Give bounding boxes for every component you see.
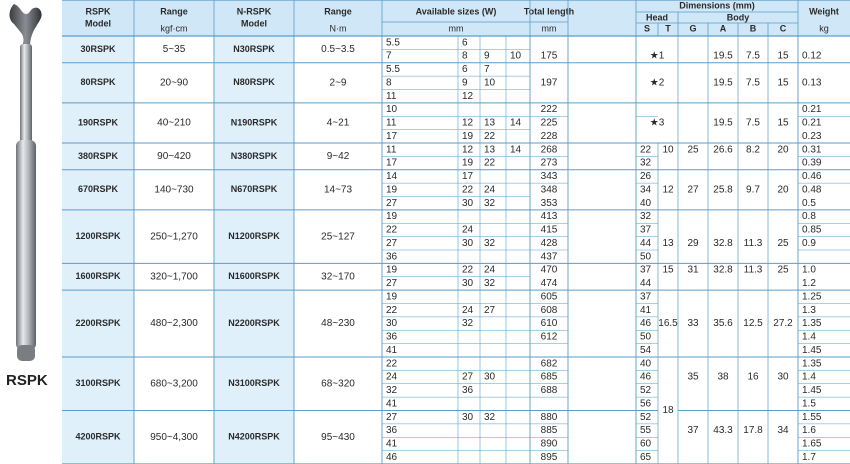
row-cell: 10 xyxy=(510,50,522,62)
row-cell: 0.31 xyxy=(802,144,822,156)
row-cell: 175 xyxy=(540,50,558,62)
row-cell: 1.35 xyxy=(802,318,822,330)
range-kgf-cell: 680~3,200 xyxy=(150,378,198,390)
row-cell: 0.23 xyxy=(802,130,822,142)
range-nm-cell: 95~430 xyxy=(321,431,355,443)
rspk-model-cell: 380RSPK xyxy=(77,150,119,161)
row-cell: 26.6 xyxy=(713,144,733,156)
row-cell: 890 xyxy=(540,438,558,450)
row-cell: 688 xyxy=(540,385,558,397)
row-cell: 33 xyxy=(687,318,699,330)
row-cell: 12 xyxy=(662,184,674,196)
row-cell: 9 xyxy=(484,50,490,62)
header-dimensions: Dimensions (mm) xyxy=(679,0,755,11)
row-cell: 41 xyxy=(640,304,652,316)
row-cell: 54 xyxy=(640,344,652,356)
row-cell: 474 xyxy=(540,278,558,290)
row-cell: 1.7 xyxy=(802,451,816,463)
rspk-model-cell: 30RSPK xyxy=(80,43,116,54)
rspk-model-column xyxy=(62,36,134,464)
row-cell: 1.2 xyxy=(802,278,816,290)
row-cell: 56 xyxy=(640,398,652,410)
range-nm-cell: 68~320 xyxy=(321,378,355,390)
row-cell: 32 xyxy=(462,318,474,330)
row-cell: 22 xyxy=(462,184,474,196)
row-cell: 343 xyxy=(540,171,558,183)
range-nm-cell: 14~73 xyxy=(323,184,353,196)
row-cell: 22 xyxy=(484,157,496,169)
row-cell: 348 xyxy=(540,184,558,196)
row-cell: 41 xyxy=(386,438,398,450)
row-cell: 6 xyxy=(462,64,468,76)
row-cell: 41 xyxy=(386,344,398,356)
row-cell: 1.35 xyxy=(802,358,822,370)
range-nm-cell: 48~230 xyxy=(321,318,355,330)
nrspk-model-column xyxy=(214,36,294,464)
row-cell: 11.3 xyxy=(743,264,763,276)
row-cell: 30 xyxy=(386,318,398,330)
row-cell: 37 xyxy=(640,224,652,236)
row-cell: 25 xyxy=(687,144,699,156)
row-cell: 5.5 xyxy=(386,64,400,76)
row-cell: 35 xyxy=(687,371,699,383)
row-cell: 0.5 xyxy=(802,197,816,209)
row-cell: 7.5 xyxy=(746,77,760,89)
range-kgf-cell: 480~2,300 xyxy=(150,318,198,330)
row-cell: 46 xyxy=(640,318,652,330)
row-cell: 18 xyxy=(662,405,674,417)
row-cell: 27.2 xyxy=(773,318,793,330)
row-cell: 12.5 xyxy=(743,318,763,330)
row-cell: 0.48 xyxy=(802,184,822,196)
header-sub-a: A xyxy=(719,23,727,34)
rspk-model-cell: 4200RSPK xyxy=(75,431,121,442)
row-cell: 605 xyxy=(540,291,558,303)
row-cell: 16 xyxy=(747,371,759,383)
row-cell: 0.39 xyxy=(802,157,822,169)
row-cell: 7.5 xyxy=(746,50,760,62)
rspk-model-cell: 80RSPK xyxy=(80,77,116,88)
row-cell: 32.8 xyxy=(713,264,733,276)
header-rspk-model: RSPK xyxy=(85,6,111,17)
row-cell: 610 xyxy=(540,318,558,330)
nrspk-model-cell: N4200RSPK xyxy=(228,431,280,442)
row-cell: 32 xyxy=(386,385,398,397)
row-cell: 14 xyxy=(386,171,398,183)
row-cell: 19 xyxy=(386,264,398,276)
header-sub-g: G xyxy=(689,23,697,34)
nrspk-model-cell: N2200RSPK xyxy=(228,317,280,328)
row-cell: 9 xyxy=(462,77,468,89)
row-cell: 27 xyxy=(484,304,496,316)
row-cell: 13 xyxy=(662,237,674,249)
row-cell: 8 xyxy=(462,50,468,62)
row-cell: 0.12 xyxy=(802,50,822,62)
header-sub-s: S xyxy=(643,23,651,34)
range-kgf-cell: 320~1,700 xyxy=(150,271,198,283)
row-cell: 1.6 xyxy=(802,425,816,437)
row-cell: 36 xyxy=(386,425,398,437)
row-cell: 17.8 xyxy=(743,425,763,437)
product-label: RSPK xyxy=(6,372,48,389)
row-cell: 22 xyxy=(386,304,398,316)
row-cell: 19 xyxy=(462,157,474,169)
row-cell: 1.4 xyxy=(802,371,816,383)
torque-wrench-image xyxy=(0,0,60,395)
row-cell: 25 xyxy=(777,264,789,276)
row-cell: 10 xyxy=(484,77,496,89)
range-kgf-cell: 90~420 xyxy=(157,151,191,163)
row-cell: 44 xyxy=(640,278,652,290)
row-cell: 30 xyxy=(462,197,474,209)
row-cell: 50 xyxy=(640,251,652,263)
row-cell: 26 xyxy=(640,171,652,183)
rspk-model-cell: 1200RSPK xyxy=(75,231,121,241)
spec-table xyxy=(62,0,850,464)
row-cell: 27 xyxy=(386,237,398,249)
row-cell: 11 xyxy=(386,90,397,102)
row-cell: 10 xyxy=(662,144,674,156)
row-cell: 34 xyxy=(640,184,652,196)
row-cell: 13 xyxy=(484,117,496,129)
row-cell: 7.5 xyxy=(746,117,760,129)
nrspk-model-cell: N30RSPK xyxy=(233,43,275,54)
row-cell: 16.5 xyxy=(658,318,678,330)
row-cell: 470 xyxy=(540,264,558,276)
nrspk-model-cell: N1200RSPK xyxy=(228,231,280,241)
header-total: Total length xyxy=(523,6,575,17)
row-cell: 32.8 xyxy=(713,237,733,249)
row-cell: 225 xyxy=(540,117,558,129)
header-sub-b: B xyxy=(749,23,757,34)
row-cell: 24 xyxy=(462,304,474,316)
row-cell: 0.8 xyxy=(802,211,816,223)
row-cell: 50 xyxy=(640,331,652,343)
row-cell: 30 xyxy=(462,237,474,249)
row-cell: 608 xyxy=(540,304,558,316)
row-cell: 38 xyxy=(717,371,729,383)
row-cell: 428 xyxy=(540,237,558,249)
row-cell: 19.5 xyxy=(713,77,733,89)
header-nrspk-model: N-RSPK xyxy=(236,6,272,17)
row-cell: 37 xyxy=(687,425,699,437)
row-cell: 0.9 xyxy=(802,237,816,249)
row-cell: 37 xyxy=(640,264,652,276)
row-cell: 22 xyxy=(386,224,398,236)
row-cell: 1.4 xyxy=(802,331,816,343)
row-cell: 8.2 xyxy=(746,144,760,156)
range-kgf-cell: 950~4,300 xyxy=(150,431,198,443)
range-nm-cell: 4~21 xyxy=(326,117,350,129)
row-cell: 24 xyxy=(462,224,474,236)
row-cell: 11 xyxy=(386,144,397,156)
row-cell: 20 xyxy=(777,144,789,156)
row-cell: 27 xyxy=(386,197,398,209)
row-cell: 29 xyxy=(687,237,699,249)
row-cell: 7 xyxy=(386,50,392,62)
rspk-model-cell: 670RSPK xyxy=(77,184,119,195)
header-head: Head xyxy=(645,12,669,23)
row-cell: 35.6 xyxy=(713,318,733,330)
row-cell: 19 xyxy=(462,130,474,142)
row-cell: ★2 xyxy=(649,77,665,89)
header-range-unit: kgf·cm xyxy=(160,23,188,34)
row-cell: 197 xyxy=(540,77,558,89)
header-weight: Weight xyxy=(809,6,839,17)
row-cell: 19 xyxy=(386,184,398,196)
row-cell: 22 xyxy=(640,144,652,156)
wrench-head xyxy=(10,4,42,46)
row-cell: 24 xyxy=(386,371,398,383)
range-nm-cell: 25~127 xyxy=(321,231,355,243)
row-cell: 268 xyxy=(540,144,558,156)
row-cell: 22 xyxy=(484,130,496,142)
row-cell: 11 xyxy=(386,117,397,129)
row-cell: 12 xyxy=(462,117,474,129)
row-cell: ★3 xyxy=(649,117,665,129)
row-cell: 12 xyxy=(462,144,474,156)
row-cell: 20 xyxy=(777,184,789,196)
row-cell: 22 xyxy=(462,264,474,276)
row-cell: 1.45 xyxy=(802,385,822,397)
range-kgf-cell: 40~210 xyxy=(157,117,191,129)
nrspk-model-cell: N1600RSPK xyxy=(228,271,280,282)
row-cell: 0.13 xyxy=(802,77,822,89)
row-cell: 40 xyxy=(640,358,652,370)
row-cell: 15 xyxy=(662,264,674,276)
row-cell: 8 xyxy=(386,77,392,89)
header-weight-unit: kg xyxy=(819,23,829,34)
row-cell: 32 xyxy=(484,278,496,290)
row-cell: 7 xyxy=(484,64,490,76)
row-cell: 30 xyxy=(484,371,496,383)
wrench-body xyxy=(16,140,36,350)
row-cell: 65 xyxy=(640,451,652,463)
row-cell: 41 xyxy=(386,398,398,410)
row-cell: 19 xyxy=(386,211,398,223)
row-cell: 43.3 xyxy=(713,425,733,437)
row-cell: 12 xyxy=(462,90,474,102)
row-cell: 1.45 xyxy=(802,344,822,356)
header-sub-t: T xyxy=(665,23,671,34)
row-cell: 1.65 xyxy=(802,438,822,450)
header-sub-c: C xyxy=(779,23,787,34)
row-cell: 228 xyxy=(540,130,558,142)
row-cell: 25 xyxy=(777,237,789,249)
row-cell: 437 xyxy=(540,251,558,263)
rspk-model-cell: 2200RSPK xyxy=(75,317,121,328)
row-cell: 34 xyxy=(777,425,789,437)
row-cell: 30 xyxy=(462,411,474,423)
range-kgf-cell: 250~1,270 xyxy=(150,231,198,243)
row-cell: 1.25 xyxy=(802,291,822,303)
row-cell: 24 xyxy=(484,264,496,276)
row-cell: 6 xyxy=(462,37,468,49)
nrspk-model-cell: N670RSPK xyxy=(230,184,278,195)
row-cell: 46 xyxy=(640,371,652,383)
header-range2: Range xyxy=(324,6,352,17)
row-cell: 27 xyxy=(386,278,398,290)
rspk-model-cell: 190RSPK xyxy=(77,117,119,128)
row-cell: 27 xyxy=(462,371,474,383)
header-nrspk-model: Model xyxy=(241,18,267,29)
range-nm-cell: 0.5~3.5 xyxy=(321,44,355,56)
row-cell: 46 xyxy=(386,451,398,463)
row-cell: 612 xyxy=(540,331,558,343)
row-cell: 15 xyxy=(777,77,789,89)
row-cell: 31 xyxy=(687,264,699,276)
header-body: Body xyxy=(726,12,750,23)
row-cell: 32 xyxy=(484,197,496,209)
row-cell: 25.8 xyxy=(713,184,733,196)
nrspk-model-cell: N190RSPK xyxy=(230,117,278,128)
row-cell: 44 xyxy=(640,237,652,249)
row-cell: 9.7 xyxy=(746,184,760,196)
row-cell: 682 xyxy=(540,358,558,370)
row-cell: 11.3 xyxy=(743,237,763,249)
row-cell: 27 xyxy=(386,411,398,423)
header-sizes: Available sizes (W) xyxy=(415,6,497,17)
row-cell: 0.21 xyxy=(802,104,822,116)
row-cell: 5.5 xyxy=(386,37,400,49)
row-cell: 27 xyxy=(687,184,699,196)
row-cell: 1.5 xyxy=(802,398,816,410)
row-cell: 32 xyxy=(484,237,496,249)
row-cell: 32 xyxy=(484,411,496,423)
range-nm-cell: 32~170 xyxy=(321,271,355,283)
row-cell: 17 xyxy=(386,130,398,142)
row-cell: 36 xyxy=(386,331,398,343)
row-cell: 52 xyxy=(640,385,652,397)
row-cell: 36 xyxy=(462,385,474,397)
row-cell: 353 xyxy=(540,197,558,209)
row-cell: 10 xyxy=(386,104,398,116)
nrspk-model-cell: N80RSPK xyxy=(233,77,275,88)
row-cell: 40 xyxy=(640,197,652,209)
row-cell: 37 xyxy=(640,291,652,303)
row-cell: 19 xyxy=(386,291,398,303)
rspk-model-cell: 1600RSPK xyxy=(75,271,121,282)
row-cell: 17 xyxy=(386,157,398,169)
row-cell: 1.0 xyxy=(802,264,816,276)
row-cell: 30 xyxy=(462,278,474,290)
row-cell: 1.55 xyxy=(802,411,822,423)
row-cell: 0.46 xyxy=(802,171,822,183)
row-cell: 14 xyxy=(510,117,522,129)
nrspk-model-cell: N3100RSPK xyxy=(228,378,280,389)
row-cell: 19.5 xyxy=(713,117,733,129)
row-cell: 273 xyxy=(540,157,558,169)
range-kgf-cell: 20~90 xyxy=(159,77,189,89)
header-rspk-model: Model xyxy=(85,18,111,29)
row-cell: 1.3 xyxy=(802,304,816,316)
row-cell: 0.21 xyxy=(802,117,822,129)
row-cell: 415 xyxy=(540,224,558,236)
header-sizes-unit: mm xyxy=(448,23,464,34)
row-cell: 880 xyxy=(540,411,558,423)
row-cell: 19.5 xyxy=(713,50,733,62)
range-kgf-cell: 140~730 xyxy=(154,184,194,196)
row-cell: 24 xyxy=(484,184,496,196)
header-range: Range xyxy=(160,6,188,17)
row-cell: 52 xyxy=(640,411,652,423)
row-cell: 60 xyxy=(640,438,652,450)
row-cell: 0.85 xyxy=(802,224,822,236)
row-cell: 32 xyxy=(640,157,652,169)
row-cell: 17 xyxy=(462,171,474,183)
row-cell: 15 xyxy=(777,117,789,129)
row-cell: 685 xyxy=(540,371,558,383)
header-total-unit: mm xyxy=(541,23,557,34)
wrench-neck xyxy=(20,44,32,144)
row-cell: 32 xyxy=(640,211,652,223)
rspk-model-cell: 3100RSPK xyxy=(75,378,121,389)
row-cell: 413 xyxy=(540,211,558,223)
row-cell: ★1 xyxy=(649,50,665,62)
range-nm-cell: 2~9 xyxy=(329,77,347,89)
row-cell: 30 xyxy=(777,371,789,383)
row-cell: 55 xyxy=(640,425,652,437)
row-cell: 15 xyxy=(777,50,789,62)
row-cell: 22 xyxy=(386,358,398,370)
header-range2-unit: N·m xyxy=(329,23,347,34)
wrench-cap xyxy=(17,345,35,361)
row-cell: 885 xyxy=(540,425,558,437)
row-cell: 222 xyxy=(540,104,558,116)
range-nm-cell: 9~42 xyxy=(326,151,350,163)
row-cell: 13 xyxy=(484,144,496,156)
nrspk-model-cell: N380RSPK xyxy=(230,150,278,161)
row-cell: 14 xyxy=(510,144,522,156)
row-cell: 895 xyxy=(540,451,558,463)
row-cell: 36 xyxy=(386,251,398,263)
range-kgf-cell: 5~35 xyxy=(162,44,186,56)
